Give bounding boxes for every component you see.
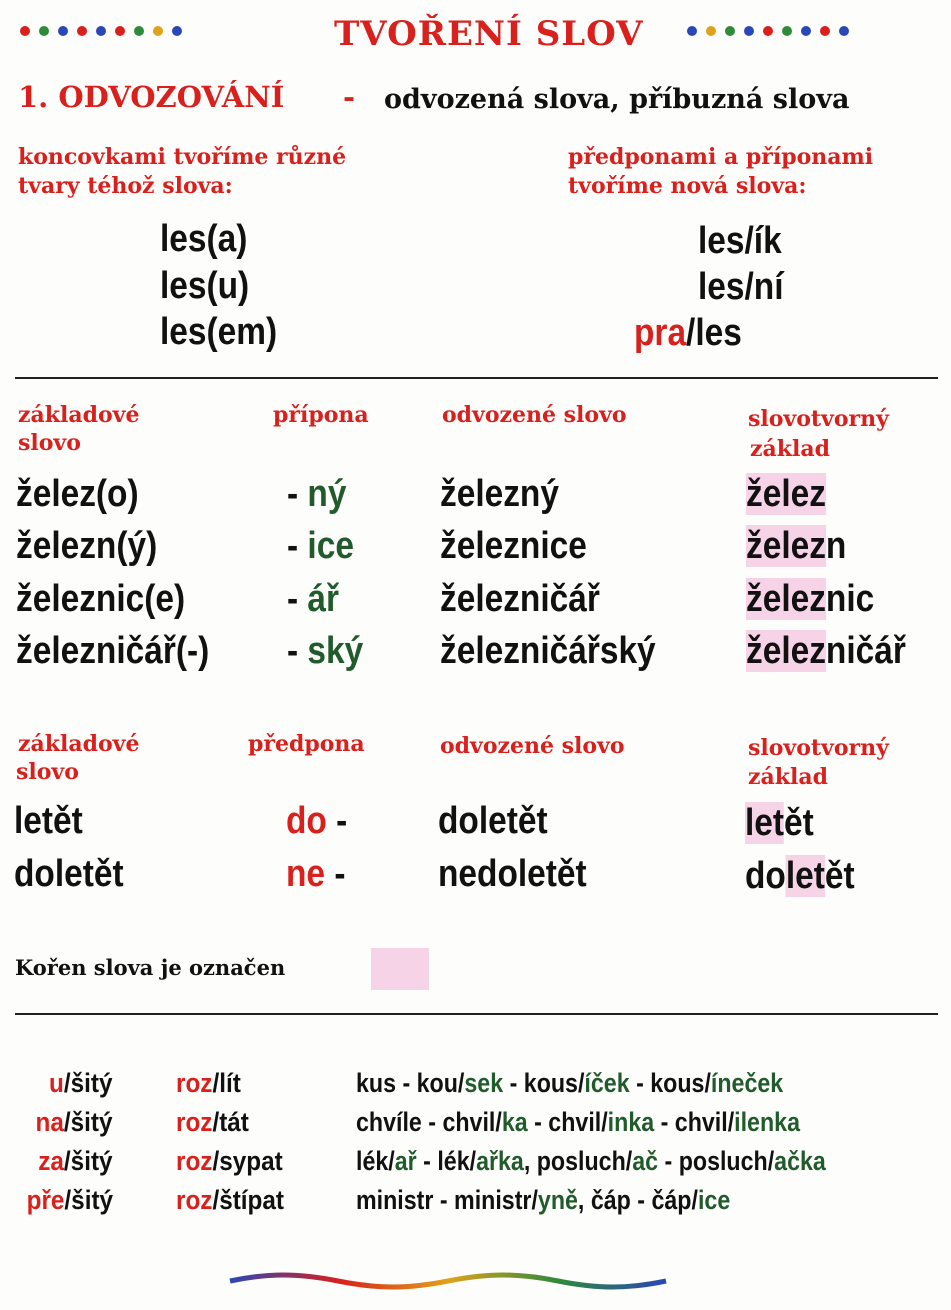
word-rest: /tát bbox=[212, 1107, 249, 1137]
word-rest: /lít bbox=[212, 1068, 241, 1098]
dot-icon bbox=[172, 26, 182, 36]
word-prefix: pra bbox=[634, 312, 687, 354]
suffix-part: inka bbox=[607, 1107, 655, 1137]
base-word: želez(o) bbox=[16, 473, 139, 515]
word-stem: les bbox=[160, 265, 207, 307]
root-highlight: želez bbox=[746, 473, 826, 515]
word-ending: (u) bbox=[206, 265, 250, 307]
word-stem: les bbox=[160, 218, 207, 260]
dash: - bbox=[325, 853, 346, 895]
example-word bbox=[176, 1185, 284, 1216]
suffix-header-base-2: slovo bbox=[18, 430, 81, 456]
dash: - bbox=[287, 578, 308, 620]
derived-word: železný bbox=[440, 473, 559, 515]
dash: - bbox=[287, 473, 308, 515]
word-prefix: roz bbox=[176, 1068, 213, 1098]
word-rest: /šitý bbox=[64, 1185, 113, 1215]
dot-icon bbox=[39, 26, 49, 36]
example-line bbox=[356, 1107, 800, 1138]
word-ending: (a) bbox=[206, 218, 248, 260]
base-word: letět bbox=[14, 800, 83, 842]
text-part: chvíle - chvil/ bbox=[356, 1107, 502, 1137]
dot-icon bbox=[801, 26, 811, 36]
suffix-part: ař bbox=[394, 1146, 417, 1176]
word-prefix: roz bbox=[176, 1146, 213, 1176]
page-title: TVOŘENÍ SLOV bbox=[334, 14, 644, 54]
example-word bbox=[39, 1146, 113, 1177]
dot-icon bbox=[820, 26, 830, 36]
word-root: /les bbox=[686, 312, 742, 354]
base-word: železn(ý) bbox=[16, 525, 158, 567]
prefix-text: do bbox=[286, 800, 327, 842]
divider bbox=[15, 377, 938, 379]
suffix-part: ačka bbox=[774, 1146, 826, 1176]
text-part: - posluch/ bbox=[658, 1146, 775, 1176]
suffix-text: ský bbox=[307, 630, 364, 672]
word-rest: /šitý bbox=[64, 1107, 113, 1137]
endings-left-heading-2: tvary téhož slova: bbox=[18, 173, 233, 199]
suffix-part: ilenka bbox=[734, 1107, 800, 1137]
dot-icon bbox=[744, 26, 754, 36]
stem-rest: ět bbox=[784, 802, 814, 844]
prefix-header-affix: předpona bbox=[248, 731, 365, 757]
section-subtitle: odvozená slova, příbuzná slova bbox=[384, 84, 850, 115]
word-rest: /štípat bbox=[212, 1185, 285, 1215]
dot-icon bbox=[687, 26, 697, 36]
derived-word: doletět bbox=[438, 800, 548, 842]
dot-icon bbox=[153, 26, 163, 36]
word-prefix: na bbox=[36, 1107, 65, 1137]
text-part: lék/ bbox=[356, 1146, 395, 1176]
text-part: - kous/ bbox=[503, 1068, 585, 1098]
dash: - bbox=[326, 800, 348, 842]
text-part: - chvil/ bbox=[527, 1107, 608, 1137]
suffix bbox=[287, 525, 354, 568]
suffix-part: ařka bbox=[476, 1146, 524, 1176]
suffix-text: ice bbox=[307, 525, 354, 567]
dot-icon bbox=[134, 26, 144, 36]
example-line bbox=[356, 1068, 783, 1099]
endings-right-heading-2: tvoříme nová slova: bbox=[568, 173, 807, 199]
word-stem: les bbox=[160, 311, 207, 353]
stem-rest: n bbox=[825, 525, 847, 567]
endings-right-heading-1: předponami a příponami bbox=[568, 144, 874, 170]
ending-word bbox=[160, 265, 249, 308]
prefix bbox=[286, 800, 347, 843]
word-prefix: pře bbox=[26, 1185, 65, 1215]
word-suffix: ní bbox=[753, 266, 784, 308]
derived-word bbox=[698, 266, 784, 309]
suffix-header-derived: odvozené slovo bbox=[442, 402, 627, 428]
root-highlight: želez bbox=[746, 630, 826, 672]
text-part: - lék/ bbox=[416, 1146, 477, 1176]
example-word bbox=[176, 1068, 241, 1099]
word-prefix: roz bbox=[176, 1107, 213, 1137]
stem bbox=[746, 630, 906, 673]
suffix-part: ač bbox=[632, 1146, 659, 1176]
word-root: les/ bbox=[698, 266, 754, 308]
prefix-header-base-1: základové bbox=[18, 731, 140, 757]
dash: - bbox=[287, 630, 308, 672]
stem bbox=[745, 802, 814, 845]
prefix bbox=[286, 853, 345, 896]
example-word bbox=[36, 1107, 113, 1138]
derived-word bbox=[634, 312, 742, 355]
word-prefix: u bbox=[49, 1068, 65, 1098]
divider-bottom bbox=[15, 1013, 938, 1015]
section-dash: - bbox=[343, 80, 356, 114]
example-line bbox=[356, 1185, 730, 1216]
example-word bbox=[176, 1146, 283, 1177]
word-suffix: ík bbox=[753, 220, 782, 262]
suffix-header-affix: přípona bbox=[273, 402, 369, 428]
derived-word: železničářský bbox=[440, 630, 656, 672]
root-highlight: let bbox=[785, 855, 825, 897]
suffix-text: ář bbox=[307, 578, 340, 620]
example-word bbox=[27, 1185, 113, 1216]
dot-icon bbox=[706, 26, 716, 36]
text-part: - chvil/ bbox=[654, 1107, 735, 1137]
legend-text: Kořen slova je označen bbox=[15, 955, 286, 980]
example-line bbox=[356, 1146, 826, 1177]
prefix-header-base-2: slovo bbox=[16, 759, 79, 785]
suffix-part: íček bbox=[584, 1068, 630, 1098]
suffix-header-base-1: základové bbox=[18, 402, 140, 428]
stem-pre: do bbox=[745, 855, 786, 897]
suffix-text: ný bbox=[307, 473, 347, 515]
legend-swatch bbox=[371, 948, 429, 990]
stem bbox=[746, 578, 874, 621]
word-rest: /šitý bbox=[64, 1146, 113, 1176]
word-rest: /sypat bbox=[212, 1146, 283, 1176]
stem bbox=[746, 525, 846, 568]
dots-right bbox=[687, 26, 849, 36]
suffix-part: sek bbox=[464, 1068, 504, 1098]
dot-icon bbox=[782, 26, 792, 36]
stem-rest: ničář bbox=[825, 630, 906, 672]
base-word: železničář(-) bbox=[16, 630, 210, 672]
stem-rest: nic bbox=[825, 578, 875, 620]
dash: - bbox=[287, 525, 308, 567]
stem bbox=[746, 473, 826, 516]
prefix-header-stem-1: slovotvorný bbox=[748, 735, 889, 761]
word-root: les/ bbox=[698, 220, 754, 262]
suffix bbox=[287, 473, 346, 516]
text-part: - kous/ bbox=[629, 1068, 711, 1098]
dot-icon bbox=[115, 26, 125, 36]
dots-left bbox=[20, 26, 182, 36]
dot-icon bbox=[839, 26, 849, 36]
base-word: železnic(e) bbox=[16, 578, 186, 620]
word-rest: /šitý bbox=[64, 1068, 113, 1098]
dot-icon bbox=[763, 26, 773, 36]
text-part: , čáp - čáp/ bbox=[577, 1185, 698, 1215]
dot-icon bbox=[20, 26, 30, 36]
example-word bbox=[50, 1068, 113, 1099]
text-part: , posluch/ bbox=[523, 1146, 633, 1176]
root-highlight: želez bbox=[746, 578, 826, 620]
prefix-header-stem-2: základ bbox=[748, 764, 828, 790]
root-highlight: let bbox=[745, 802, 785, 844]
ending-word bbox=[160, 218, 247, 261]
example-word bbox=[176, 1107, 249, 1138]
suffix-header-stem-2: základ bbox=[750, 436, 830, 462]
base-word: doletět bbox=[14, 853, 124, 895]
dot-icon bbox=[725, 26, 735, 36]
suffix-part: ice bbox=[697, 1185, 731, 1215]
suffix-part: íneček bbox=[710, 1068, 784, 1098]
derived-word: železničář bbox=[440, 578, 600, 620]
root-highlight: želez bbox=[746, 525, 826, 567]
derived-word: nedoletět bbox=[438, 853, 587, 895]
word-prefix: roz bbox=[176, 1185, 213, 1215]
prefix-header-derived: odvozené slovo bbox=[440, 733, 625, 759]
dot-icon bbox=[77, 26, 87, 36]
word-ending: (em) bbox=[206, 311, 278, 353]
stem-rest: ět bbox=[824, 855, 855, 897]
suffix-header-stem-1: slovotvorný bbox=[748, 406, 889, 432]
stem bbox=[745, 855, 855, 898]
ending-word bbox=[160, 311, 277, 354]
derived-word: železnice bbox=[440, 525, 587, 567]
dot-icon bbox=[58, 26, 68, 36]
section-number: 1. ODVOZOVÁNÍ bbox=[18, 80, 285, 114]
text-part: ministr - ministr/ bbox=[356, 1185, 538, 1215]
endings-left-heading-1: koncovkami tvoříme různé bbox=[18, 144, 347, 170]
decorative-wave bbox=[228, 1272, 668, 1290]
text-part: kus - kou/ bbox=[356, 1068, 465, 1098]
suffix bbox=[287, 630, 363, 673]
suffix bbox=[287, 578, 339, 621]
word-prefix: za bbox=[38, 1146, 65, 1176]
suffix-part: yně bbox=[537, 1185, 578, 1215]
prefix-text: ne bbox=[286, 853, 326, 895]
suffix-part: ka bbox=[501, 1107, 528, 1137]
dot-icon bbox=[96, 26, 106, 36]
derived-word bbox=[698, 220, 782, 263]
